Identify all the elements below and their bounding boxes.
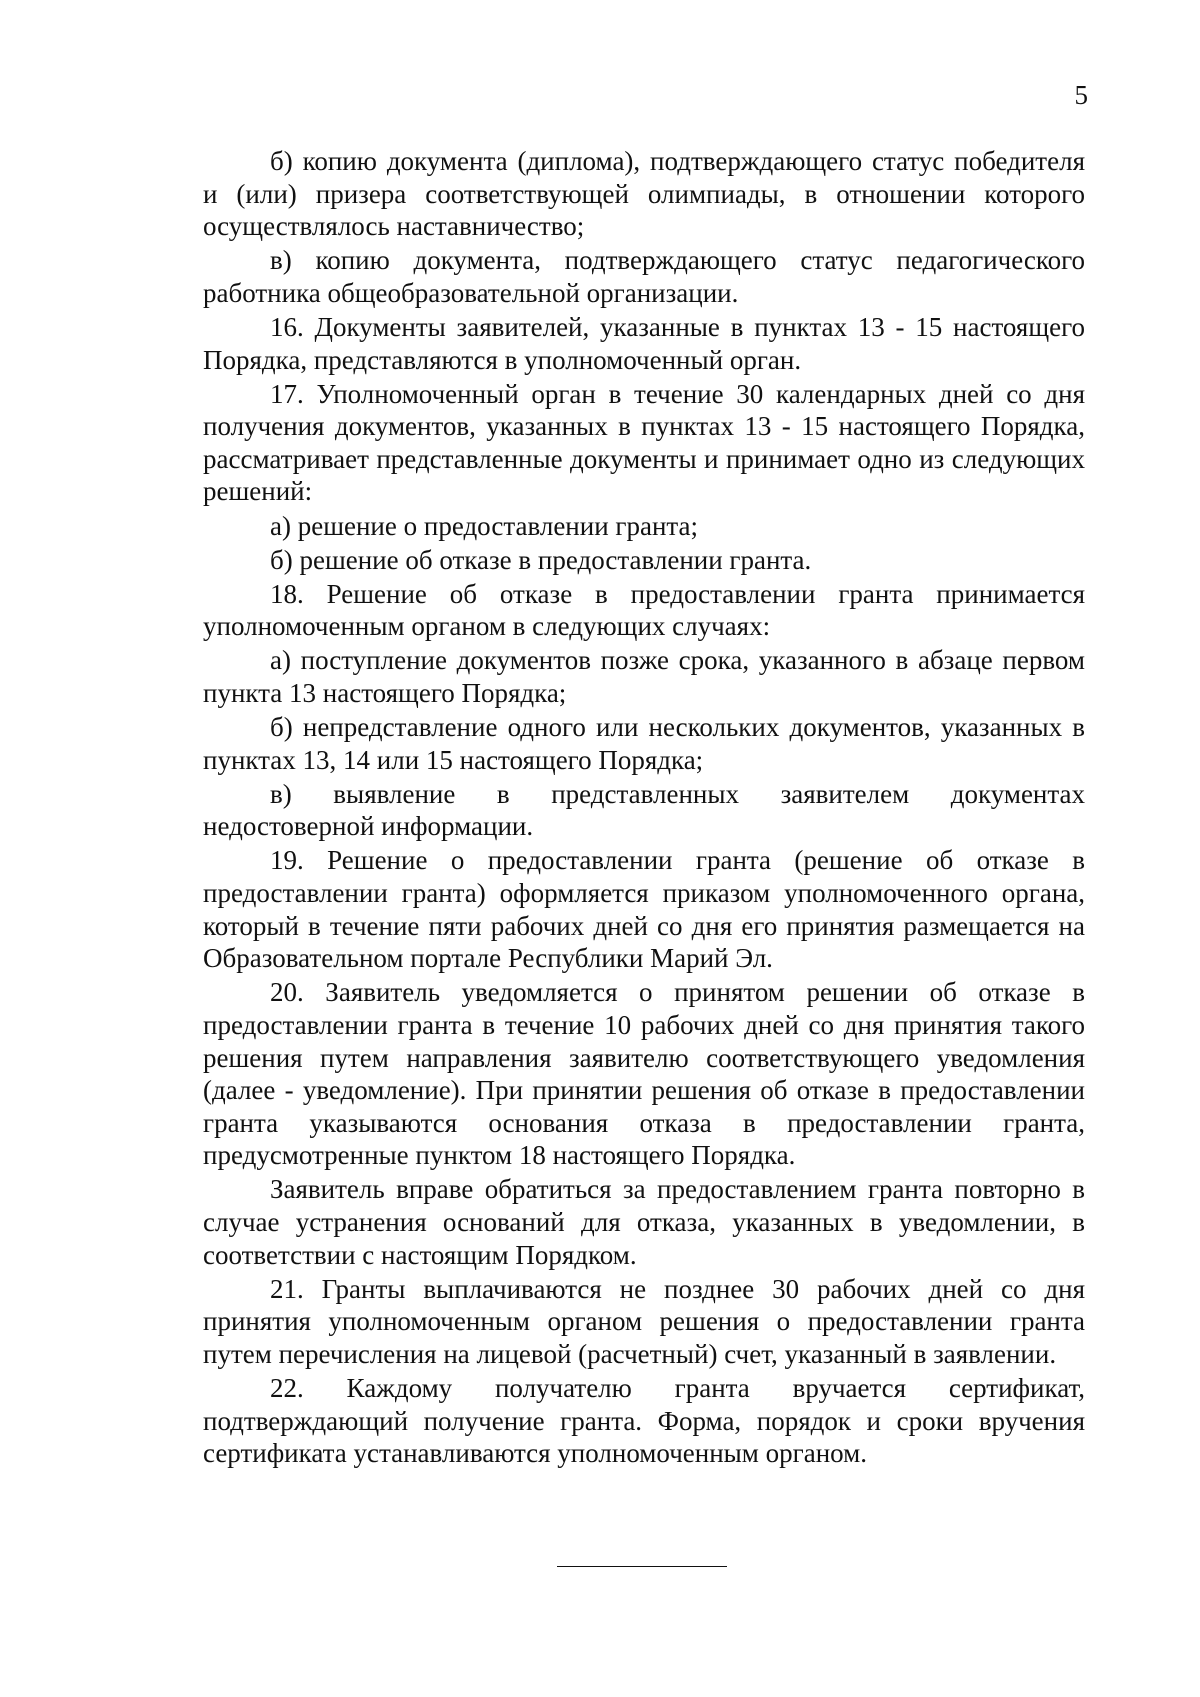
- end-divider-line: [557, 1566, 727, 1567]
- paragraph-17b: б) решение об отказе в предоставлении гранта.: [270, 544, 812, 575]
- page-number: 5: [1074, 80, 1088, 110]
- paragraph-15b: б) копию документа (диплома), подтверждающего статус победителя и (или) призера соответствующей олимпиады, в отношении которого осуществлялось наставничество;: [203, 146, 1085, 242]
- paragraph-18v: в) выявление в представленных заявителем документах недостоверной информации.: [203, 778, 1085, 842]
- paragraph-16: 16. Документы заявителей, указанные в пунктах 13 - 15 настоящего Порядка, представляются в уполномоченный орган.: [203, 311, 1085, 375]
- paragraph-20: 20. Заявитель уведомляется о принятом решении об отказе в предоставлении гранта в течение 10 рабочих дней со дня принятия такого решения путем направления заявителю соответствующего уведомления (далее - уведомление). При принятии решения об отказе в предоставлении гранта указываются основания отказа в предоставлении гранта, предусмотренные пунктом 18 настоящего Порядка.: [203, 977, 1085, 1171]
- paragraph-19: 19. Решение о предоставлении гранта (решение об отказе в предоставлении гранта) оформляется приказом уполномоченного органа, который в течение пяти рабочих дней со дня его принятия размещается на Образовательном портале Республики Марий Эл.: [203, 845, 1085, 974]
- paragraph-18b: б) непредставление одного или нескольких документов, указанных в пунктах 13, 14 или 15 настоящего Порядка;: [203, 712, 1085, 775]
- paragraph-22: 22. Каждому получателю гранта вручается сертификат, подтверждающий получение гранта. Форма, порядок и сроки вручения сертификата устанавливаются уполномоченным органом.: [203, 1372, 1085, 1469]
- paragraph-17: 17. Уполномоченный орган в течение 30 календарных дней со дня получения документов, указанных в пунктах 13 - 15 настоящего Порядка, рассматривает представленные документы и принимает одно из следующих решений:: [203, 378, 1085, 507]
- document-body: [203, 145, 1085, 1470]
- paragraph-17a: а) решение о предоставлении гранта;: [270, 510, 699, 541]
- paragraph-18a: а) поступление документов позже срока, указанного в абзаце первом пункта 13 настоящего Порядка;: [203, 645, 1085, 708]
- paragraph-20-continued: Заявитель вправе обратиться за предоставлением гранта повторно в случае устранения оснований для отказа, указанных в уведомлении, в соответствии с настоящим Порядком.: [203, 1174, 1085, 1270]
- paragraph-18: 18. Решение об отказе в предоставлении гранта принимается уполномоченным органом в следующих случаях:: [203, 578, 1085, 642]
- paragraph-21: 21. Гранты выплачиваются не позднее 30 рабочих дней со дня принятия уполномоченным органом решения о предоставлении гранта путем перечисления на лицевой (расчетный) счет, указанный в заявлении.: [203, 1273, 1085, 1369]
- paragraph-15v: в) копию документа, подтверждающего статус педагогического работника общеобразовательной организации.: [203, 245, 1085, 308]
